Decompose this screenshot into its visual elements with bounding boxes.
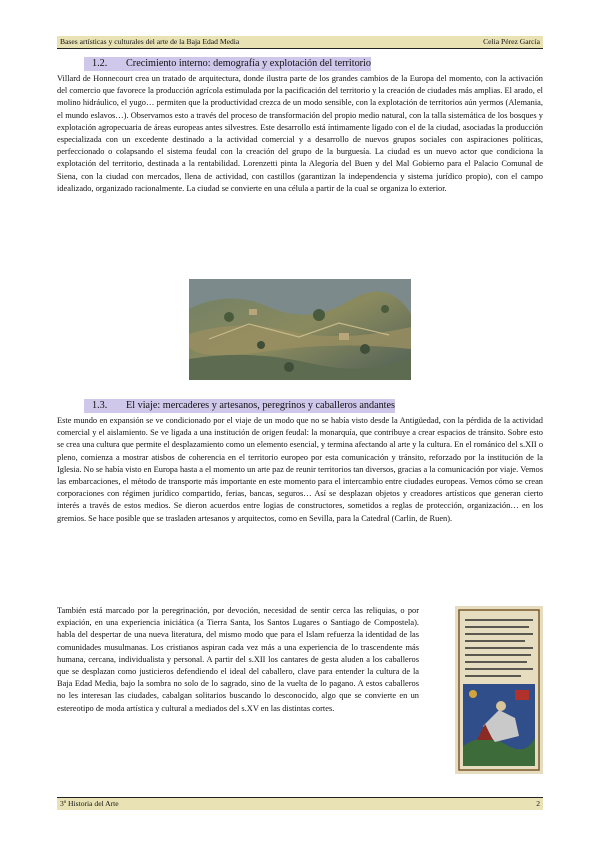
lorenzetti-good-government-image: [189, 279, 411, 380]
section-1-3-paragraph: Este mundo en expansión se ve condicionado por el viaje de un modo que no se había visto desde la Antigüedad, con la pérdida de la actividad comercial y el aislamiento. Se ve ligada a una institución de origen feudal: la monarquía, que contribuye a crear espacios de tránsito. Sobre esto se crea una cultura que permite el desplazamiento como un elemento esencial, y termina afectando al arte y la cultura. En el románico del s.XII o pleno, comienza a mostrar atisbos de coherencia en el territorio europeo por esta comunicación y tránsito, reforzado por la institución de la Iglesia. No se había visto en Europa hasta a el momento un arte paz de reunir territorios tan diversos, gracias a la comunicación por viaje. Vemos las embarcaciones, el método de transporte más importante en este momento para el intercambio entre ciudades europeas. Vemos cómo se crean corporaciones con régimen jurídico compartido, ferias, bancas, seguros… Así se desplazan objetos y creadores artísticos que generan cierto interés a través de estos medios. Se dieron acuerdos entre logias de constructores, sometidos a reglas de protección, organización… en los gremios. Se hace posible que se trasladen artesanos y arquitectos, como en Sevilla, para la Catedral (Carlin, de Ruen).: [57, 416, 544, 523]
illuminated-manuscript-image: [455, 606, 543, 774]
header-author: Celia Pérez García: [483, 37, 540, 46]
section-title: Crecimiento interno: demografía y explotación del territorio: [126, 58, 371, 69]
section-1-2-paragraph: Villard de Honnecourt crea un tratado de arquitectura, donde ilustra parte de los grandes cambios de la Europa del momento, con la activación del comercio que favorece la producción agrícola estimulada por la pacificación del territorio y la creación de ciudades más amplias. El arado, el molino hidráulico, el yugo… permiten que la productividad crezca de un modo sensible, con la explotación de territorios aún yermos (Alemania, el mundo eslavos…). Observamos esto a través del proceso de transformación del propio medio natural, con la talla sistemática de los bosques y explotación agropecuaria de áreas europeas antes silvestres. Este desarrollo está íntimamente ligado con el de la ciudad, asociadas la producción especializada con un excedente destinado a la actividad comercial y a desarrollo de nuevos grupos sociales con aspiraciones políticas, perfeccionado o colapsando el sistema feudal con la creación del grupo de la burguesía. La ciudad es un nuevo actor que condiciona la explotación del territorio, destinada a la rentabilidad. Lorenzetti pinta la Alegoría del Buen y del Mal Gobierno para el Palacio Comunal de Siena, con la ciudad con mercados, llena de actividad, con castillos (garantizan la independencia y sistema jurídico propio), con el campo idealizado, organizado racionalmente. La ciudad se convierte en una célula a partir de la cual se organiza lo exterior.: [57, 74, 543, 193]
header-course-title: Bases artísticas y culturales del arte de la Baja Edad Media: [60, 37, 240, 46]
page-header: [57, 36, 543, 49]
page-footer: [57, 797, 543, 810]
section-heading-1-2: [84, 57, 371, 71]
section-title: El viaje: mercaderes y artesanos, peregrinos y caballeros andantes: [126, 400, 396, 411]
footer-course: 3º Historia del Arte: [60, 799, 119, 808]
section-heading-1-3: [84, 399, 395, 413]
section-1-3-paragraph-2: También está marcado por la peregrinación, por devoción, necesidad de sentir cerca las reliquias, o por expiación, en una experiencia iniciática (a Tierra Santa, los Santos Lugares o Santiago de Compostela). habla del despertar de una nueva literatura, del mismo modo que para el Islam refuerza la identidad de las comunidades musulmanas. Los cristianos aspiran cada vez más a una experiencia de lo trascendente más humana, cercana, individualista y personal. A partir del s.XII los cantares de gesta aluden a los caballeros que se desplazan como justicieros defendiendo el ideal del caballero, clave para entender la cultura de la Baja Edad Media, bajo la sombra no solo de lo sagrado, sino de la vuelta de lo pagano. A estos caballeros no les interesan las ciudades, cabalgan solitarios buscando lo desconocido, algo que se convierte en un estereotipo de moda artística y cultural a mediados del s.XV en las distintas cortes.: [57, 606, 419, 713]
page-number: 2: [536, 799, 540, 808]
section-number: 1.3.: [92, 400, 108, 411]
section-number: 1.2.: [92, 58, 108, 69]
